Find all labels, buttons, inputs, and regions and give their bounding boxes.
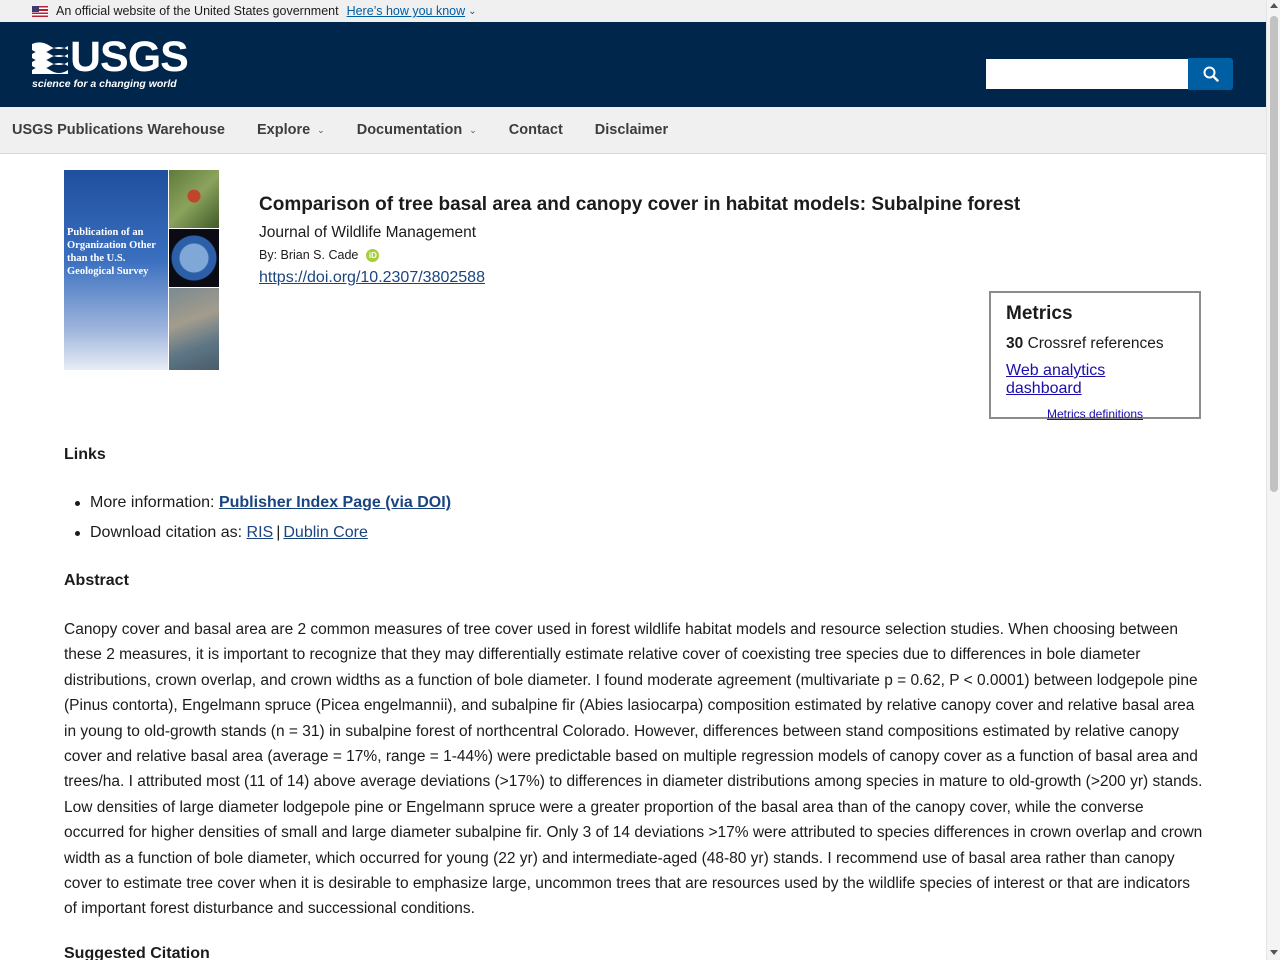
nav-disclaimer[interactable] xyxy=(595,122,668,138)
web-analytics-link[interactable]: Web analytics dashboard xyxy=(1006,362,1106,397)
nav-label: USGS Publications Warehouse xyxy=(12,122,225,138)
links-heading: Links xyxy=(64,446,106,463)
usgs-wave-icon xyxy=(32,40,68,74)
crossref-count-label: Crossref references xyxy=(1027,335,1164,352)
nav-contact[interactable] xyxy=(509,122,563,138)
doi-link[interactable]: https://doi.org/10.2307/3802588 xyxy=(259,269,485,286)
scroll-thumb[interactable] xyxy=(1270,16,1278,492)
download-citation-label: Download citation as: xyxy=(90,524,243,541)
cover-text: Publication of an Organization Other than the U.S. Geological Survey xyxy=(67,227,156,277)
nav-documentation[interactable] xyxy=(357,122,477,138)
list-item xyxy=(64,492,451,522)
cover-photo-bird xyxy=(169,170,219,228)
ris-link[interactable]: RIS xyxy=(246,524,274,541)
gov-banner-text: An official website of the United States government xyxy=(56,4,339,18)
abstract-text: Canopy cover and basal area are 2 common measures of tree cover used in forest wildlife habitat models and resource selection studies. When choosing between these 2 measures, it is important to recognize that they may differentially estimate relative cover of coexisting tree species due to differences in bole diameter distributions, crown overlap, and crown widths as a function of bole diameter. I found moderate agreement (multivariate p = 0.62, P < 0.0001) between lodgepole pine (Pinus contorta), Engelmann spruce (Picea engelmannii), and subalpine fir (Abies lasiocarpa) composition estimated by relative canopy cover and relative basal area in young to old-growth stands (n = 31) in subalpine forest of northcentral Colorado. However, differences between stand compositions estimated by relative canopy cover and relative basal area (average = 17%, range = 1-44%) were predictable based on multiple regression models of canopy cover as a function of basal area and trees/ha. I attributed most (11 of 14) above average deviations (>17%) to differences in diameter distributions among species in mature to old-growth (>200 yr) stands. Low densities of large diameter lodgepole pine or Engelmann spruce were a greater proportion of the basal area than of the canopy cover, while the converse occurred for higher densities of small and large diameter subalpine fir. Only 3 of 14 deviations >17% were attributed to species differences in crown overlap and crown width as a function of bole diameter, which occurred for young (22 yr) and intermediate-aged (48-80 yr) stands. I recommend use of basal area rather than canopy cover to estimate tree cover when it is desirable to emphasize large, uncommon trees that are resources used by the wildlife species of interest or that are indicators of important forest disturbance and successional conditions. xyxy=(64,621,1203,918)
search-icon xyxy=(1203,66,1219,82)
usgs-logo[interactable] xyxy=(32,33,188,94)
search-input[interactable] xyxy=(986,59,1188,89)
nav-label: Disclaimer xyxy=(594,122,669,138)
abstract-heading: Abstract xyxy=(64,572,129,589)
publication-title: Comparison of tree basal area and canopy cover in habitat models: Subalpine forest xyxy=(259,194,1021,215)
search-button[interactable] xyxy=(1188,58,1233,90)
publisher-index-link[interactable]: Publisher Index Page (via DOI) xyxy=(218,494,452,511)
scroll-up-icon[interactable] xyxy=(1270,3,1278,8)
metrics-title: Metrics xyxy=(1006,303,1073,324)
chevron-down-icon: ⌄ xyxy=(469,124,477,135)
us-flag-icon xyxy=(32,6,48,17)
more-info-label: More information: xyxy=(90,494,215,511)
links-list xyxy=(64,492,451,552)
metrics-box xyxy=(989,291,1201,419)
heres-how-you-know-link[interactable]: Here’s how you know xyxy=(346,4,466,18)
nav-label: Explore xyxy=(256,122,311,138)
logo-text: USGS xyxy=(70,33,188,81)
nav-publications-warehouse[interactable] xyxy=(12,122,225,138)
chevron-down-icon[interactable]: ⌄ xyxy=(468,5,477,17)
crossref-count-value: 30 xyxy=(1006,335,1024,352)
journal-name: Journal of Wildlife Management xyxy=(259,224,477,241)
publication-cover xyxy=(64,170,219,370)
byline xyxy=(259,248,379,262)
logo-tagline: science for a changing world xyxy=(32,78,177,90)
metrics-definitions-link[interactable]: Metrics definitions xyxy=(1046,407,1144,421)
cover-photo-satellite xyxy=(169,288,219,370)
chevron-down-icon: ⌄ xyxy=(317,124,325,135)
crossref-count xyxy=(1006,335,1184,353)
main-nav xyxy=(0,107,1266,154)
cover-panel xyxy=(64,170,168,370)
list-item xyxy=(64,522,451,552)
author-text: By: Brian S. Cade xyxy=(259,248,359,262)
cover-photo-earth xyxy=(169,229,219,287)
suggested-citation-heading: Suggested Citation xyxy=(64,945,210,960)
nav-explore[interactable] xyxy=(257,122,325,138)
scroll-down-icon[interactable] xyxy=(1270,950,1278,955)
site-header xyxy=(0,22,1266,107)
dublin-core-link[interactable]: Dublin Core xyxy=(283,524,368,541)
orcid-icon[interactable]: iD xyxy=(366,249,379,262)
nav-label: Documentation xyxy=(356,122,463,138)
nav-label: Contact xyxy=(508,122,563,138)
separator: | xyxy=(276,524,281,541)
scrollbar[interactable] xyxy=(1266,0,1280,960)
gov-banner xyxy=(0,0,1266,22)
